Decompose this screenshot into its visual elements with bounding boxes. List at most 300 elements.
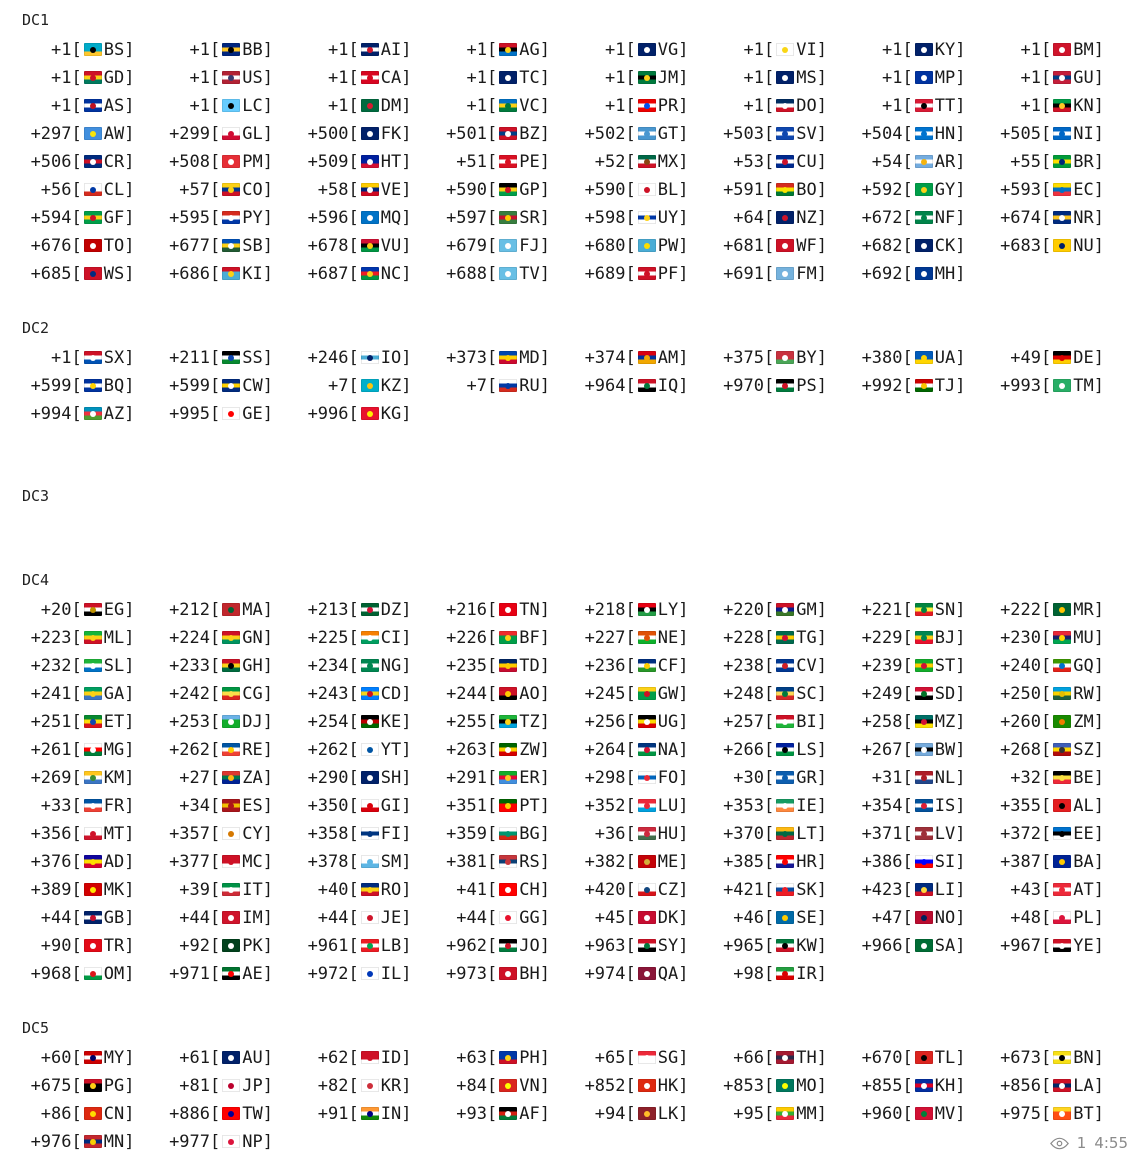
country-entry[interactable] bbox=[988, 792, 1127, 820]
bracket-open: [ bbox=[210, 236, 221, 256]
country-entry[interactable] bbox=[988, 904, 1127, 932]
country-entry[interactable] bbox=[572, 652, 711, 680]
country-entry[interactable] bbox=[988, 932, 1127, 960]
country-entry[interactable] bbox=[157, 764, 296, 792]
country-entry[interactable] bbox=[295, 260, 434, 288]
country-entry[interactable] bbox=[572, 736, 711, 764]
country-entry[interactable] bbox=[18, 120, 157, 148]
country-entry[interactable] bbox=[18, 204, 157, 232]
country-entry[interactable] bbox=[18, 792, 157, 820]
country-entry[interactable] bbox=[434, 848, 573, 876]
country-entry[interactable] bbox=[849, 876, 988, 904]
country-entry[interactable] bbox=[434, 1100, 573, 1128]
country-entry[interactable] bbox=[295, 36, 434, 64]
dial-code: +81 bbox=[179, 1076, 211, 1096]
country-entry[interactable] bbox=[572, 204, 711, 232]
country-entry[interactable] bbox=[157, 1100, 296, 1128]
country-entry[interactable] bbox=[434, 176, 573, 204]
country-entry[interactable] bbox=[157, 876, 296, 904]
country-entry[interactable] bbox=[988, 64, 1127, 92]
country-entry[interactable] bbox=[988, 120, 1127, 148]
country-entry[interactable] bbox=[849, 64, 988, 92]
country-iso: PT bbox=[519, 796, 540, 816]
dial-code: +220 bbox=[723, 600, 765, 620]
country-entry[interactable] bbox=[849, 204, 988, 232]
country-entry[interactable] bbox=[572, 876, 711, 904]
country-entry[interactable] bbox=[157, 176, 296, 204]
bracket-open: [ bbox=[764, 1048, 775, 1068]
country-entry[interactable] bbox=[295, 400, 434, 428]
bracket-close: ] bbox=[401, 348, 412, 368]
country-entry[interactable] bbox=[434, 260, 573, 288]
country-entry[interactable] bbox=[434, 92, 573, 120]
country-entry[interactable] bbox=[157, 64, 296, 92]
country-entry[interactable] bbox=[849, 232, 988, 260]
bracket-open: [ bbox=[71, 124, 82, 144]
country-entry[interactable] bbox=[849, 708, 988, 736]
flag-icon bbox=[1051, 624, 1073, 652]
country-entry[interactable] bbox=[572, 764, 711, 792]
country-entry[interactable] bbox=[295, 232, 434, 260]
bracket-close: ] bbox=[262, 1132, 273, 1152]
country-entry[interactable] bbox=[157, 372, 296, 400]
country-entry[interactable] bbox=[988, 652, 1127, 680]
country-entry[interactable] bbox=[18, 848, 157, 876]
country-entry[interactable] bbox=[572, 596, 711, 624]
country-entry[interactable] bbox=[988, 848, 1127, 876]
country-entry[interactable] bbox=[849, 372, 988, 400]
bracket-close: ] bbox=[401, 880, 412, 900]
country-entry[interactable] bbox=[295, 960, 434, 988]
country-entry[interactable] bbox=[849, 792, 988, 820]
country-entry[interactable] bbox=[157, 904, 296, 932]
country-entry[interactable] bbox=[18, 624, 157, 652]
country-entry[interactable] bbox=[18, 652, 157, 680]
country-entry[interactable] bbox=[849, 148, 988, 176]
country-entry[interactable] bbox=[434, 148, 573, 176]
country-entry[interactable] bbox=[295, 764, 434, 792]
country-iso: MT bbox=[103, 824, 125, 844]
country-entry[interactable] bbox=[711, 792, 850, 820]
country-entry[interactable] bbox=[711, 876, 850, 904]
country-entry[interactable] bbox=[572, 148, 711, 176]
country-entry[interactable] bbox=[988, 232, 1127, 260]
country-iso: FI bbox=[380, 824, 402, 844]
country-entry[interactable] bbox=[711, 36, 850, 64]
dial-code: +683 bbox=[1000, 236, 1042, 256]
country-entry[interactable] bbox=[157, 680, 296, 708]
country-entry[interactable] bbox=[988, 176, 1127, 204]
country-entry[interactable] bbox=[295, 680, 434, 708]
country-entry[interactable] bbox=[988, 1044, 1127, 1072]
country-entry[interactable] bbox=[18, 680, 157, 708]
country-entry[interactable] bbox=[157, 960, 296, 988]
country-entry[interactable] bbox=[572, 176, 711, 204]
country-entry[interactable] bbox=[572, 960, 711, 988]
country-entry[interactable] bbox=[18, 260, 157, 288]
country-entry[interactable] bbox=[18, 708, 157, 736]
country-entry[interactable] bbox=[711, 344, 850, 372]
bracket-close: ] bbox=[262, 852, 273, 872]
bracket-open: [ bbox=[1041, 348, 1052, 368]
country-entry[interactable] bbox=[988, 372, 1127, 400]
country-entry[interactable] bbox=[572, 372, 711, 400]
country-entry[interactable] bbox=[157, 708, 296, 736]
country-entry[interactable] bbox=[711, 960, 850, 988]
country-entry[interactable] bbox=[711, 848, 850, 876]
flag-icon bbox=[220, 1128, 242, 1156]
flag-icon bbox=[220, 64, 242, 92]
flag-icon bbox=[220, 820, 242, 848]
country-entry[interactable] bbox=[18, 36, 157, 64]
country-entry[interactable] bbox=[988, 736, 1127, 764]
country-entry[interactable] bbox=[157, 120, 296, 148]
bracket-open: [ bbox=[210, 208, 221, 228]
country-entry[interactable] bbox=[711, 260, 850, 288]
country-entry[interactable] bbox=[711, 736, 850, 764]
country-entry[interactable] bbox=[988, 92, 1127, 120]
country-entry[interactable] bbox=[18, 92, 157, 120]
country-entry[interactable] bbox=[157, 204, 296, 232]
flag-icon bbox=[774, 176, 796, 204]
country-entry[interactable] bbox=[572, 260, 711, 288]
country-entry[interactable] bbox=[18, 736, 157, 764]
country-entry[interactable] bbox=[988, 344, 1127, 372]
country-entry[interactable] bbox=[157, 92, 296, 120]
country-entry[interactable] bbox=[572, 680, 711, 708]
country-entry[interactable] bbox=[434, 232, 573, 260]
bracket-open: [ bbox=[71, 376, 82, 396]
bracket-close: ] bbox=[955, 880, 966, 900]
country-iso: TC bbox=[519, 68, 540, 88]
country-entry[interactable] bbox=[434, 680, 573, 708]
country-entry[interactable] bbox=[988, 708, 1127, 736]
country-entry[interactable] bbox=[295, 120, 434, 148]
country-entry[interactable] bbox=[572, 792, 711, 820]
country-iso: PG bbox=[103, 1076, 125, 1096]
country-entry[interactable] bbox=[434, 204, 573, 232]
country-entry[interactable] bbox=[295, 792, 434, 820]
country-entry[interactable] bbox=[988, 680, 1127, 708]
country-entry[interactable] bbox=[849, 260, 988, 288]
bracket-close: ] bbox=[955, 124, 966, 144]
country-entry[interactable] bbox=[295, 1072, 434, 1100]
country-entry[interactable] bbox=[434, 820, 573, 848]
country-entry[interactable] bbox=[157, 820, 296, 848]
dial-code: +213 bbox=[307, 600, 349, 620]
country-entry[interactable] bbox=[18, 1044, 157, 1072]
country-entry[interactable] bbox=[849, 652, 988, 680]
bracket-close: ] bbox=[401, 404, 412, 424]
country-iso: AO bbox=[519, 684, 540, 704]
flag-icon bbox=[913, 36, 935, 64]
country-entry[interactable] bbox=[711, 904, 850, 932]
dial-code: +34 bbox=[179, 796, 211, 816]
country-entry[interactable] bbox=[434, 36, 573, 64]
bracket-open: [ bbox=[764, 768, 775, 788]
dial-code: +509 bbox=[307, 152, 349, 172]
country-entry[interactable] bbox=[988, 596, 1127, 624]
country-entry[interactable] bbox=[572, 624, 711, 652]
flag-icon bbox=[913, 932, 935, 960]
country-entry[interactable] bbox=[572, 232, 711, 260]
country-entry[interactable] bbox=[711, 1100, 850, 1128]
country-entry[interactable] bbox=[157, 652, 296, 680]
country-entry[interactable] bbox=[295, 624, 434, 652]
country-entry[interactable] bbox=[18, 1128, 157, 1156]
bracket-close: ] bbox=[1093, 1104, 1104, 1124]
country-entry[interactable] bbox=[157, 932, 296, 960]
bracket-open: [ bbox=[625, 68, 636, 88]
bracket-close: ] bbox=[955, 1076, 966, 1096]
country-entry[interactable] bbox=[988, 820, 1127, 848]
country-entry[interactable] bbox=[157, 736, 296, 764]
country-entry[interactable] bbox=[295, 848, 434, 876]
country-entry[interactable] bbox=[849, 932, 988, 960]
country-entry[interactable] bbox=[157, 260, 296, 288]
country-entry[interactable] bbox=[849, 1072, 988, 1100]
country-iso: FK bbox=[380, 124, 402, 144]
bracket-open: [ bbox=[71, 712, 82, 732]
country-entry[interactable] bbox=[434, 1072, 573, 1100]
bracket-close: ] bbox=[1093, 796, 1104, 816]
country-entry[interactable] bbox=[988, 764, 1127, 792]
country-entry[interactable] bbox=[572, 820, 711, 848]
country-entry[interactable] bbox=[849, 904, 988, 932]
country-entry[interactable] bbox=[295, 344, 434, 372]
country-entry[interactable] bbox=[849, 764, 988, 792]
country-entry[interactable] bbox=[711, 92, 850, 120]
country-entry[interactable] bbox=[849, 736, 988, 764]
country-entry[interactable] bbox=[849, 624, 988, 652]
country-iso: ID bbox=[380, 1048, 402, 1068]
country-entry[interactable] bbox=[988, 148, 1127, 176]
country-entry[interactable] bbox=[18, 344, 157, 372]
country-entry[interactable] bbox=[711, 596, 850, 624]
bracket-close: ] bbox=[816, 936, 827, 956]
country-entry[interactable] bbox=[849, 1100, 988, 1128]
country-entry[interactable] bbox=[849, 848, 988, 876]
country-entry[interactable] bbox=[849, 176, 988, 204]
country-entry[interactable] bbox=[572, 932, 711, 960]
country-entry[interactable] bbox=[295, 652, 434, 680]
country-entry[interactable] bbox=[572, 344, 711, 372]
dial-code: +52 bbox=[594, 152, 626, 172]
country-entry[interactable] bbox=[434, 876, 573, 904]
country-entry[interactable] bbox=[295, 596, 434, 624]
country-entry[interactable] bbox=[18, 960, 157, 988]
country-entry[interactable] bbox=[988, 1072, 1127, 1100]
country-entry[interactable] bbox=[988, 1100, 1127, 1128]
country-entry[interactable] bbox=[849, 92, 988, 120]
country-entry[interactable] bbox=[572, 120, 711, 148]
country-entry[interactable] bbox=[157, 400, 296, 428]
country-entry[interactable] bbox=[434, 624, 573, 652]
bracket-close: ] bbox=[124, 40, 135, 60]
country-entry[interactable] bbox=[157, 624, 296, 652]
country-iso: PK bbox=[242, 936, 263, 956]
country-entry[interactable] bbox=[711, 708, 850, 736]
country-entry[interactable] bbox=[295, 904, 434, 932]
country-entry[interactable] bbox=[988, 36, 1127, 64]
country-entry[interactable] bbox=[295, 876, 434, 904]
country-entry[interactable] bbox=[849, 1044, 988, 1072]
country-iso: MO bbox=[796, 1076, 817, 1096]
country-entry[interactable] bbox=[295, 148, 434, 176]
bracket-close: ] bbox=[816, 1076, 827, 1096]
country-entry[interactable] bbox=[434, 960, 573, 988]
country-entry[interactable] bbox=[295, 708, 434, 736]
country-entry[interactable] bbox=[18, 148, 157, 176]
country-entry[interactable] bbox=[572, 1100, 711, 1128]
bracket-close: ] bbox=[816, 124, 827, 144]
bracket-close: ] bbox=[401, 824, 412, 844]
country-entry[interactable] bbox=[711, 372, 850, 400]
country-entry[interactable] bbox=[295, 176, 434, 204]
country-entry[interactable] bbox=[157, 848, 296, 876]
country-entry[interactable] bbox=[434, 120, 573, 148]
country-entry[interactable] bbox=[295, 932, 434, 960]
country-entry[interactable] bbox=[434, 344, 573, 372]
country-entry[interactable] bbox=[711, 204, 850, 232]
country-entry[interactable] bbox=[711, 64, 850, 92]
country-entry[interactable] bbox=[18, 932, 157, 960]
country-entry[interactable] bbox=[849, 680, 988, 708]
country-iso: OM bbox=[103, 964, 125, 984]
country-entry[interactable] bbox=[711, 176, 850, 204]
country-entry[interactable] bbox=[849, 344, 988, 372]
country-entry[interactable] bbox=[711, 232, 850, 260]
bracket-close: ] bbox=[124, 684, 135, 704]
country-entry[interactable] bbox=[434, 792, 573, 820]
country-entry[interactable] bbox=[434, 736, 573, 764]
country-entry[interactable] bbox=[157, 36, 296, 64]
dial-code: +33 bbox=[40, 796, 72, 816]
country-entry[interactable] bbox=[572, 36, 711, 64]
country-entry[interactable] bbox=[157, 792, 296, 820]
country-entry[interactable] bbox=[988, 876, 1127, 904]
country-entry[interactable] bbox=[572, 1072, 711, 1100]
country-entry[interactable] bbox=[711, 1072, 850, 1100]
country-iso: EC bbox=[1073, 180, 1094, 200]
flag-icon bbox=[359, 904, 381, 932]
country-entry[interactable] bbox=[711, 120, 850, 148]
country-entry[interactable] bbox=[18, 372, 157, 400]
country-entry[interactable] bbox=[18, 876, 157, 904]
country-iso: GF bbox=[103, 208, 125, 228]
flag-icon bbox=[82, 736, 104, 764]
country-entry[interactable] bbox=[18, 64, 157, 92]
flag-icon bbox=[1051, 1100, 1073, 1128]
country-entry[interactable] bbox=[157, 596, 296, 624]
country-entry[interactable] bbox=[711, 624, 850, 652]
flag-icon bbox=[359, 960, 381, 988]
country-entry[interactable] bbox=[434, 708, 573, 736]
country-entry[interactable] bbox=[849, 820, 988, 848]
bracket-close: ] bbox=[1093, 180, 1104, 200]
country-entry[interactable] bbox=[434, 596, 573, 624]
dial-code: +1 bbox=[328, 96, 349, 116]
country-entry[interactable] bbox=[711, 148, 850, 176]
country-entry[interactable] bbox=[434, 904, 573, 932]
country-entry[interactable] bbox=[849, 596, 988, 624]
country-entry[interactable] bbox=[18, 1100, 157, 1128]
dial-code: +377 bbox=[169, 852, 211, 872]
country-entry[interactable] bbox=[295, 736, 434, 764]
country-entry[interactable] bbox=[157, 344, 296, 372]
country-entry[interactable] bbox=[711, 1044, 850, 1072]
country-entry[interactable] bbox=[988, 624, 1127, 652]
dial-code: +964 bbox=[584, 376, 626, 396]
country-entry[interactable] bbox=[18, 232, 157, 260]
country-entry[interactable] bbox=[295, 64, 434, 92]
country-entry[interactable] bbox=[18, 764, 157, 792]
country-entry[interactable] bbox=[18, 596, 157, 624]
group-block bbox=[18, 566, 1126, 988]
country-entry[interactable] bbox=[572, 708, 711, 736]
flag-icon bbox=[636, 876, 658, 904]
country-entry[interactable] bbox=[572, 848, 711, 876]
country-entry[interactable] bbox=[711, 932, 850, 960]
bracket-open: [ bbox=[625, 796, 636, 816]
country-entry[interactable] bbox=[849, 120, 988, 148]
country-entry[interactable] bbox=[18, 1072, 157, 1100]
country-entry[interactable] bbox=[572, 64, 711, 92]
country-entry[interactable] bbox=[18, 820, 157, 848]
country-entry[interactable] bbox=[572, 904, 711, 932]
country-entry[interactable] bbox=[295, 204, 434, 232]
country-entry[interactable] bbox=[711, 680, 850, 708]
country-entry[interactable] bbox=[988, 204, 1127, 232]
country-entry[interactable] bbox=[295, 1044, 434, 1072]
country-entry[interactable] bbox=[434, 764, 573, 792]
country-entry[interactable] bbox=[849, 36, 988, 64]
country-entry[interactable] bbox=[157, 1072, 296, 1100]
country-entry[interactable] bbox=[711, 820, 850, 848]
flag-icon bbox=[497, 932, 519, 960]
country-entry[interactable] bbox=[295, 372, 434, 400]
country-entry[interactable] bbox=[18, 176, 157, 204]
country-entry[interactable] bbox=[434, 372, 573, 400]
country-entry[interactable] bbox=[434, 932, 573, 960]
country-entry[interactable] bbox=[572, 92, 711, 120]
flag-icon bbox=[774, 1100, 796, 1128]
dial-code: +975 bbox=[1000, 1104, 1042, 1124]
flag-icon bbox=[497, 792, 519, 820]
country-entry[interactable] bbox=[157, 232, 296, 260]
country-entry[interactable] bbox=[18, 904, 157, 932]
country-entry[interactable] bbox=[157, 1128, 296, 1156]
country-entry[interactable] bbox=[295, 1100, 434, 1128]
country-entry[interactable] bbox=[434, 64, 573, 92]
bracket-open: [ bbox=[210, 40, 221, 60]
country-entry[interactable] bbox=[295, 820, 434, 848]
bracket-close: ] bbox=[816, 1104, 827, 1124]
country-entry[interactable] bbox=[711, 652, 850, 680]
country-iso: HN bbox=[934, 124, 956, 144]
country-entry[interactable] bbox=[18, 400, 157, 428]
country-entry[interactable] bbox=[157, 1044, 296, 1072]
flag-icon bbox=[1051, 764, 1073, 792]
country-entry[interactable] bbox=[434, 1044, 573, 1072]
country-entry[interactable] bbox=[572, 1044, 711, 1072]
country-entry[interactable] bbox=[157, 148, 296, 176]
country-entry[interactable] bbox=[711, 764, 850, 792]
country-entry[interactable] bbox=[434, 652, 573, 680]
country-iso: NG bbox=[380, 656, 402, 676]
dial-code: +371 bbox=[861, 824, 903, 844]
country-entry[interactable] bbox=[295, 92, 434, 120]
